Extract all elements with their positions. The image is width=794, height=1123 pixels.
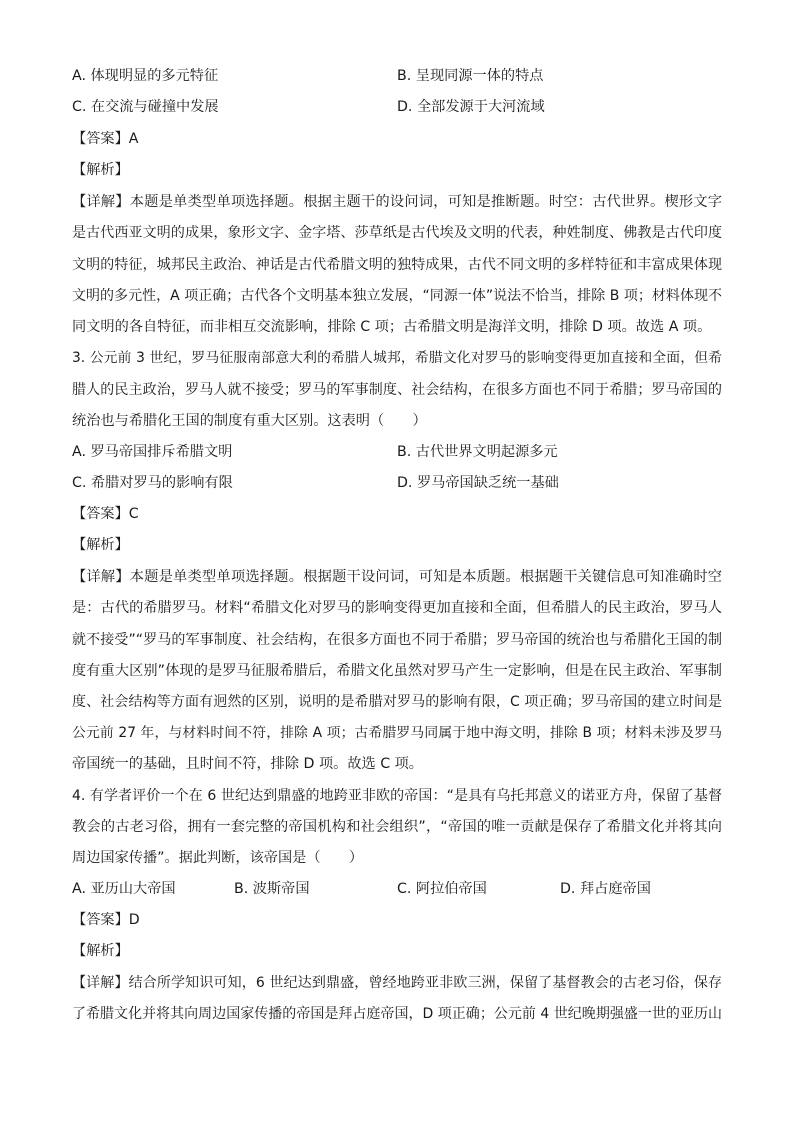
q4-option-d: D. 拜占庭帝国	[560, 881, 651, 897]
q3-analysis-label: 【解析】	[72, 537, 129, 553]
q4-answer: 【答案】D	[72, 912, 140, 928]
q2-detail-line: 文明的特征，城邦民主政治、神话是古代希腊文明的独特成果，古代不同文明的多样特征和丰富成果体现	[72, 257, 722, 273]
q2-detail-line: 同文明的各自特征，而非相互交流影响，排除 C 项；古希腊文明是海洋文明，排除 D 项。故选 A 项。	[72, 319, 712, 335]
q4-stem-line: 周边国家传播”。据此判断，该帝国是（ ）	[72, 850, 364, 866]
q3-detail-line: 帝国统一的基础，且时间不符，排除 D 项。故选 C 项。	[72, 756, 423, 772]
q3-stem-line: 腊人的民主政治，罗马人就不接受；罗马的军事制度、社会结构，在很多方面也不同于希腊；罗马帝国的	[72, 382, 722, 398]
q3-detail-line: 就不接受”“罗马的军事制度、社会结构，在很多方面也不同于希腊；罗马帝国的统治也与希腊化王国的制	[72, 632, 722, 648]
q4-option-c: C. 阿拉伯帝国	[397, 881, 487, 897]
q2-analysis-label: 【解析】	[72, 162, 129, 178]
q3-stem-line: 3. 公元前 3 世纪，罗马征服南部意大利的希腊人城邦，希腊文化对罗马的影响变得更加直接和全面，但希	[72, 350, 722, 366]
q3-detail-line: 度、社会结构等方面有迥然的区别，说明的是希腊对罗马的影响有限，C 项正确；罗马帝国的建立时间是	[72, 694, 722, 710]
q4-stem-line: 4. 有学者评价一个在 6 世纪达到鼎盛的地跨亚非欧的帝国：“是具有乌托邦意义的诺亚方舟，保留了基督	[72, 788, 722, 804]
q2-detail-line: 是古代西亚文明的成果，象形文字、金字塔、莎草纸是古代埃及文明的代表，种姓制度、佛教是古代印度	[72, 225, 722, 241]
q4-option-b: B. 波斯帝国	[234, 881, 310, 897]
q3-answer: 【答案】C	[72, 506, 139, 522]
q2-answer: 【答案】A	[72, 131, 139, 147]
q3-detail-line: 公元前 27 年，与材料时间不符，排除 A 项；古希腊罗马同属于地中海文明，排除 B 项；材料未涉及罗马	[72, 725, 722, 741]
q3-option-c: C. 希腊对罗马的影响有限	[72, 475, 233, 491]
q3-detail-line: 【详解】本题是单类型单项选择题。根据题干设问词，可知是本质题。根据题干关键信息可知准确时空	[72, 569, 722, 585]
q2-detail-line: 文明的多元性，A 项正确；古代各个文明基本独立发展，“同源一体”说法不恰当，排除 B 项；材料体现不	[72, 288, 722, 304]
q4-detail-line: 【详解】结合所学知识可知，6 世纪达到鼎盛，曾经地跨亚非欧三洲，保留了基督教会的古老习俗，保存	[72, 975, 722, 991]
q4-detail-line: 了希腊文化并将其向周边国家传播的帝国是拜占庭帝国，D 项正确；公元前 4 世纪晚期强盛一世的亚历山	[72, 1006, 722, 1022]
q3-option-b: B. 古代世界文明起源多元	[397, 444, 558, 460]
q3-detail-line: 是：古代的希腊罗马。材料“希腊文化对罗马的影响变得更加直接和全面，但希腊人的民主政治，罗马人	[72, 600, 722, 616]
q4-analysis-label: 【解析】	[72, 943, 129, 959]
q4-option-a: A. 亚历山大帝国	[72, 881, 176, 897]
q2-option-b: B. 呈现同源一体的特点	[397, 68, 544, 84]
q2-detail-line: 【详解】本题是单类型单项选择题。根据主题干的设问词，可知是推断题。时空：古代世界。楔形文字	[72, 194, 722, 210]
q2-option-a: A. 体现明显的多元特征	[72, 68, 219, 84]
q2-option-d: D. 全部发源于大河流域	[397, 99, 545, 115]
q3-option-a: A. 罗马帝国排斥希腊文明	[72, 444, 233, 460]
q3-option-d: D. 罗马帝国缺乏统一基础	[397, 475, 559, 491]
q2-option-c: C. 在交流与碰撞中发展	[72, 99, 219, 115]
q3-detail-line: 度有重大区别”体现的是罗马征服希腊后，希腊文化虽然对罗马产生一定影响，但是在民主政治、军事制	[72, 663, 722, 679]
q3-stem-line: 统治也与希腊化王国的制度有重大区别。这表明（ ）	[72, 413, 427, 429]
q4-stem-line: 教会的古老习俗，拥有一套完整的帝国机构和社会组织”，“帝国的唯一贡献是保存了希腊文化并将其向	[72, 819, 722, 835]
